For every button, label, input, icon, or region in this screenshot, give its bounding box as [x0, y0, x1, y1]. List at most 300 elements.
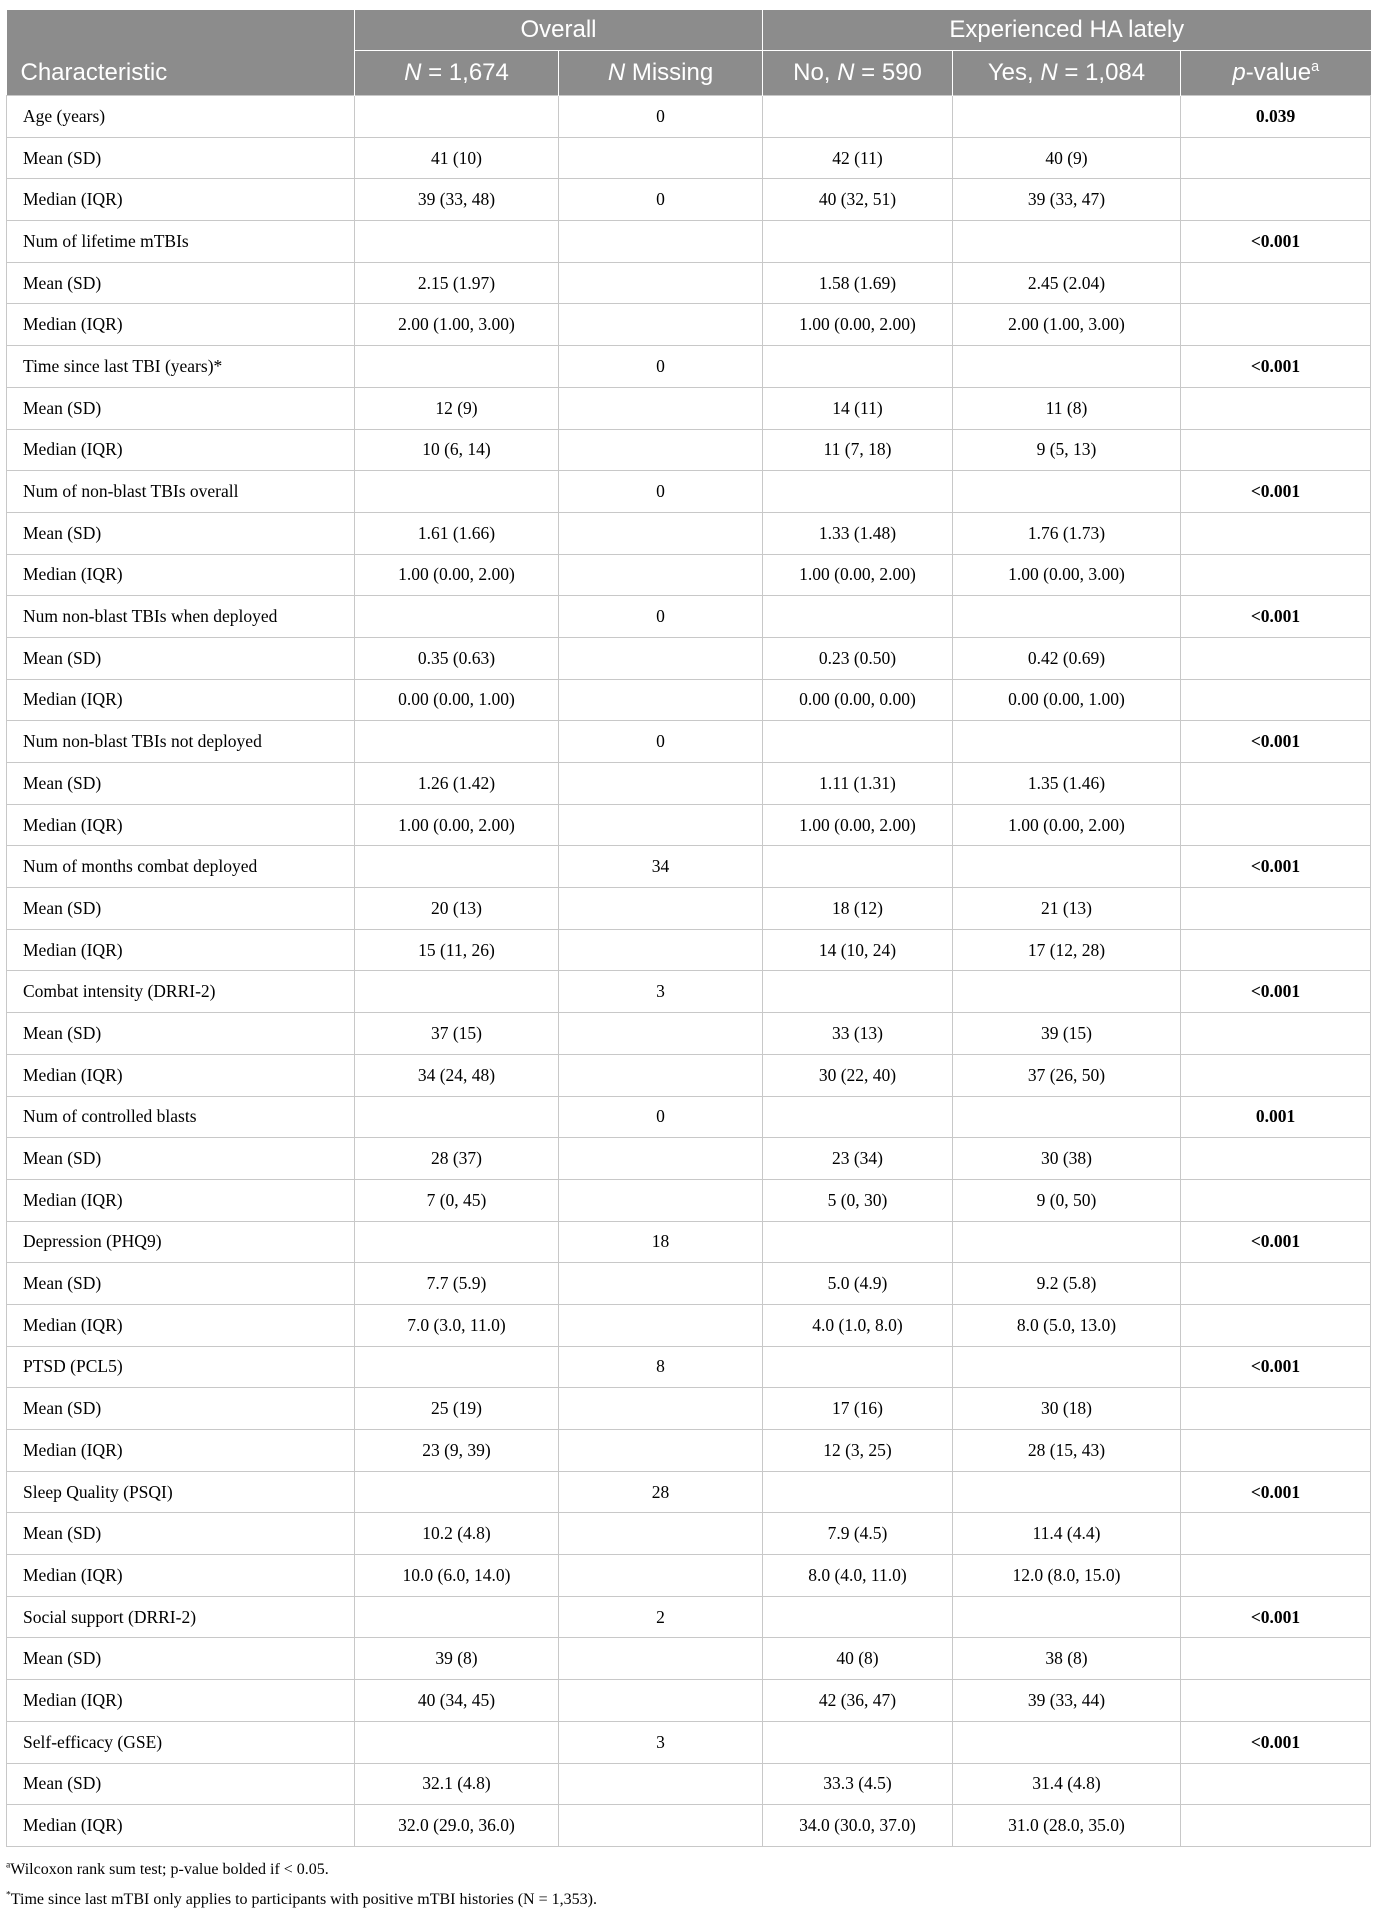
- row-label: Mean (SD): [7, 1638, 355, 1680]
- cell-p-value: <0.001: [1181, 1221, 1371, 1263]
- cell-yes: 9 (0, 50): [953, 1179, 1181, 1221]
- row-label: Sleep Quality (PSQI): [7, 1471, 355, 1513]
- row-label: Mean (SD): [7, 262, 355, 304]
- cell-yes: [953, 221, 1181, 263]
- cell-overall: 39 (8): [355, 1638, 559, 1680]
- cell-p-value: [1181, 554, 1371, 596]
- table-row: [7, 596, 1371, 638]
- cell-n-missing: 18: [559, 1221, 763, 1263]
- cell-yes: 39 (15): [953, 1013, 1181, 1055]
- cell-overall: 32.0 (29.0, 36.0): [355, 1805, 559, 1847]
- cell-overall: [355, 846, 559, 888]
- cell-overall: [355, 596, 559, 638]
- cell-p-value: <0.001: [1181, 846, 1371, 888]
- cell-yes: 2.00 (1.00, 3.00): [953, 304, 1181, 346]
- cell-yes: [953, 1346, 1181, 1388]
- cell-n-missing: 0: [559, 1096, 763, 1138]
- cell-no: 40 (32, 51): [763, 179, 953, 221]
- table-row: [7, 221, 1371, 263]
- cell-no: [763, 346, 953, 388]
- table-row: [7, 1179, 1371, 1221]
- row-label: Self-efficacy (GSE): [7, 1721, 355, 1763]
- table-row: [7, 1388, 1371, 1430]
- header-yes: Yes, N = 1,084: [953, 51, 1181, 96]
- row-label: Mean (SD): [7, 1013, 355, 1055]
- cell-yes: 1.76 (1.73): [953, 512, 1181, 554]
- cell-yes: 40 (9): [953, 137, 1181, 179]
- cell-overall: 7 (0, 45): [355, 1179, 559, 1221]
- cell-yes: 11.4 (4.4): [953, 1513, 1181, 1555]
- table-row: [7, 1596, 1371, 1638]
- cell-overall: 7.0 (3.0, 11.0): [355, 1304, 559, 1346]
- row-label: Num of non-blast TBIs overall: [7, 471, 355, 513]
- table-row: [7, 304, 1371, 346]
- cell-n-missing: [559, 429, 763, 471]
- cell-overall: [355, 721, 559, 763]
- cell-overall: 10.2 (4.8): [355, 1513, 559, 1555]
- cell-p-value: [1181, 763, 1371, 805]
- row-label: Median (IQR): [7, 1179, 355, 1221]
- table-row: [7, 1471, 1371, 1513]
- cell-overall: 1.00 (0.00, 2.00): [355, 554, 559, 596]
- cell-yes: 38 (8): [953, 1638, 1181, 1680]
- cell-p-value: [1181, 1138, 1371, 1180]
- row-label: Median (IQR): [7, 1430, 355, 1472]
- cell-no: [763, 221, 953, 263]
- cell-p-value: [1181, 1763, 1371, 1805]
- cell-yes: [953, 96, 1181, 138]
- cell-no: 42 (11): [763, 137, 953, 179]
- row-label: Mean (SD): [7, 1763, 355, 1805]
- row-label: Num of controlled blasts: [7, 1096, 355, 1138]
- table-container: [6, 10, 1370, 1915]
- cell-no: 4.0 (1.0, 8.0): [763, 1304, 953, 1346]
- cell-overall: 7.7 (5.9): [355, 1263, 559, 1305]
- table-row: [7, 1138, 1371, 1180]
- cell-overall: 23 (9, 39): [355, 1430, 559, 1472]
- cell-yes: [953, 1596, 1181, 1638]
- cell-p-value: [1181, 804, 1371, 846]
- cell-no: [763, 96, 953, 138]
- cell-p-value: <0.001: [1181, 1471, 1371, 1513]
- header-characteristic: Characteristic: [7, 51, 355, 96]
- table-row: [7, 179, 1371, 221]
- table-row: [7, 1555, 1371, 1597]
- cell-yes: [953, 846, 1181, 888]
- cell-no: [763, 471, 953, 513]
- cell-p-value: 0.001: [1181, 1096, 1371, 1138]
- cell-n-missing: [559, 888, 763, 930]
- row-label: Mean (SD): [7, 888, 355, 930]
- row-label: Median (IQR): [7, 1680, 355, 1722]
- table-row: [7, 387, 1371, 429]
- cell-no: 0.00 (0.00, 0.00): [763, 679, 953, 721]
- cell-p-value: <0.001: [1181, 346, 1371, 388]
- table-row: [7, 679, 1371, 721]
- cell-p-value: [1181, 929, 1371, 971]
- cell-no: 5.0 (4.9): [763, 1263, 953, 1305]
- row-label: Median (IQR): [7, 179, 355, 221]
- cell-yes: 0.00 (0.00, 1.00): [953, 679, 1181, 721]
- row-label: Mean (SD): [7, 137, 355, 179]
- table-body: [7, 96, 1371, 1847]
- cell-yes: 39 (33, 44): [953, 1680, 1181, 1722]
- cell-no: 8.0 (4.0, 11.0): [763, 1555, 953, 1597]
- cell-overall: [355, 1221, 559, 1263]
- cell-p-value: [1181, 679, 1371, 721]
- row-label: Mean (SD): [7, 1263, 355, 1305]
- cell-n-missing: [559, 1638, 763, 1680]
- cell-no: 1.00 (0.00, 2.00): [763, 554, 953, 596]
- cell-yes: [953, 1096, 1181, 1138]
- cell-n-missing: 0: [559, 179, 763, 221]
- cell-yes: 31.0 (28.0, 35.0): [953, 1805, 1181, 1847]
- table-row: [7, 721, 1371, 763]
- cell-no: 17 (16): [763, 1388, 953, 1430]
- row-label: Median (IQR): [7, 679, 355, 721]
- table-row: [7, 637, 1371, 679]
- cell-p-value: [1181, 1805, 1371, 1847]
- cell-p-value: [1181, 888, 1371, 930]
- cell-no: 33 (13): [763, 1013, 953, 1055]
- cell-overall: [355, 1596, 559, 1638]
- cell-p-value: [1181, 1013, 1371, 1055]
- footnote-a: $^a$Wilcoxon rank sum test; p-value bolded if < 0.05.: [6, 1859, 329, 1878]
- row-label: Mean (SD): [7, 763, 355, 805]
- cell-n-missing: [559, 1805, 763, 1847]
- cell-p-value: <0.001: [1181, 1346, 1371, 1388]
- table-row: [7, 1346, 1371, 1388]
- row-label: Age (years): [7, 96, 355, 138]
- characteristics-table: [6, 10, 1371, 1847]
- cell-overall: 20 (13): [355, 888, 559, 930]
- cell-no: [763, 721, 953, 763]
- table-row: [7, 1263, 1371, 1305]
- cell-p-value: [1181, 512, 1371, 554]
- cell-n-missing: [559, 679, 763, 721]
- row-label: Mean (SD): [7, 387, 355, 429]
- table-row: [7, 846, 1371, 888]
- cell-p-value: [1181, 179, 1371, 221]
- cell-yes: [953, 471, 1181, 513]
- cell-yes: [953, 1221, 1181, 1263]
- cell-p-value: [1181, 1304, 1371, 1346]
- cell-overall: 34 (24, 48): [355, 1054, 559, 1096]
- cell-p-value: <0.001: [1181, 971, 1371, 1013]
- row-label: Median (IQR): [7, 1805, 355, 1847]
- cell-no: [763, 1221, 953, 1263]
- table-row: [7, 1721, 1371, 1763]
- table-row: [7, 1054, 1371, 1096]
- table-row: [7, 1221, 1371, 1263]
- cell-yes: [953, 346, 1181, 388]
- cell-yes: 1.35 (1.46): [953, 763, 1181, 805]
- cell-n-missing: 3: [559, 971, 763, 1013]
- row-label: Mean (SD): [7, 637, 355, 679]
- cell-no: 1.00 (0.00, 2.00): [763, 804, 953, 846]
- cell-n-missing: 8: [559, 1346, 763, 1388]
- cell-overall: [355, 1471, 559, 1513]
- header-group-experienced: Experienced HA lately: [763, 10, 1371, 51]
- table-row: [7, 137, 1371, 179]
- cell-no: 42 (36, 47): [763, 1680, 953, 1722]
- cell-yes: 9 (5, 13): [953, 429, 1181, 471]
- cell-no: [763, 1471, 953, 1513]
- cell-overall: [355, 96, 559, 138]
- footnotes: [6, 1855, 1370, 1915]
- row-label: Median (IQR): [7, 1555, 355, 1597]
- table-row: [7, 1805, 1371, 1847]
- cell-n-missing: [559, 1763, 763, 1805]
- cell-no: 30 (22, 40): [763, 1054, 953, 1096]
- cell-n-missing: [559, 1138, 763, 1180]
- cell-yes: 12.0 (8.0, 15.0): [953, 1555, 1181, 1597]
- cell-p-value: <0.001: [1181, 471, 1371, 513]
- cell-no: [763, 1596, 953, 1638]
- cell-yes: 37 (26, 50): [953, 1054, 1181, 1096]
- row-label: Mean (SD): [7, 1513, 355, 1555]
- cell-no: [763, 596, 953, 638]
- cell-p-value: [1181, 262, 1371, 304]
- cell-p-value: [1181, 1513, 1371, 1555]
- cell-n-missing: [559, 1179, 763, 1221]
- cell-yes: 17 (12, 28): [953, 929, 1181, 971]
- cell-overall: 10 (6, 14): [355, 429, 559, 471]
- cell-no: [763, 846, 953, 888]
- row-label: Social support (DRRI-2): [7, 1596, 355, 1638]
- table-row: [7, 1304, 1371, 1346]
- cell-p-value: [1181, 429, 1371, 471]
- table-row: [7, 929, 1371, 971]
- cell-yes: [953, 1721, 1181, 1763]
- cell-n-missing: [559, 554, 763, 596]
- row-label: Num non-blast TBIs when deployed: [7, 596, 355, 638]
- table-row: [7, 1013, 1371, 1055]
- cell-overall: 28 (37): [355, 1138, 559, 1180]
- cell-yes: 11 (8): [953, 387, 1181, 429]
- table-row: [7, 96, 1371, 138]
- cell-p-value: [1181, 1555, 1371, 1597]
- cell-no: 18 (12): [763, 888, 953, 930]
- cell-no: 1.11 (1.31): [763, 763, 953, 805]
- cell-yes: 8.0 (5.0, 13.0): [953, 1304, 1181, 1346]
- cell-n-missing: [559, 637, 763, 679]
- row-label: Time since last TBI (years)*: [7, 346, 355, 388]
- cell-yes: 0.42 (0.69): [953, 637, 1181, 679]
- cell-n-missing: [559, 763, 763, 805]
- cell-n-missing: [559, 1680, 763, 1722]
- cell-yes: [953, 971, 1181, 1013]
- cell-overall: [355, 1721, 559, 1763]
- cell-no: 34.0 (30.0, 37.0): [763, 1805, 953, 1847]
- row-label: Mean (SD): [7, 1388, 355, 1430]
- cell-n-missing: 0: [559, 596, 763, 638]
- row-label: Combat intensity (DRRI-2): [7, 971, 355, 1013]
- row-label: Median (IQR): [7, 1304, 355, 1346]
- table-row: [7, 429, 1371, 471]
- cell-n-missing: [559, 1304, 763, 1346]
- cell-n-missing: 0: [559, 96, 763, 138]
- cell-n-missing: [559, 1388, 763, 1430]
- header-p-value: p-value$^a$: [1181, 51, 1371, 96]
- row-label: Num of lifetime mTBIs: [7, 221, 355, 263]
- cell-overall: 10.0 (6.0, 14.0): [355, 1555, 559, 1597]
- cell-n-missing: [559, 221, 763, 263]
- cell-overall: 2.00 (1.00, 3.00): [355, 304, 559, 346]
- cell-n-missing: [559, 1555, 763, 1597]
- cell-overall: [355, 221, 559, 263]
- cell-overall: 2.15 (1.97): [355, 262, 559, 304]
- cell-n-missing: [559, 262, 763, 304]
- table-row: [7, 1096, 1371, 1138]
- row-label: Median (IQR): [7, 429, 355, 471]
- cell-overall: 40 (34, 45): [355, 1680, 559, 1722]
- row-label: Num of months combat deployed: [7, 846, 355, 888]
- cell-p-value: [1181, 1680, 1371, 1722]
- cell-p-value: [1181, 304, 1371, 346]
- cell-yes: 1.00 (0.00, 3.00): [953, 554, 1181, 596]
- cell-no: 12 (3, 25): [763, 1430, 953, 1472]
- cell-yes: 28 (15, 43): [953, 1430, 1181, 1472]
- cell-p-value: 0.039: [1181, 96, 1371, 138]
- row-label: Median (IQR): [7, 304, 355, 346]
- cell-no: [763, 971, 953, 1013]
- cell-p-value: [1181, 137, 1371, 179]
- cell-overall: 15 (11, 26): [355, 929, 559, 971]
- cell-yes: 2.45 (2.04): [953, 262, 1181, 304]
- header-no: No, N = 590: [763, 51, 953, 96]
- table-row: [7, 262, 1371, 304]
- cell-yes: 30 (38): [953, 1138, 1181, 1180]
- table-row: [7, 1513, 1371, 1555]
- cell-no: 14 (10, 24): [763, 929, 953, 971]
- cell-n-missing: 34: [559, 846, 763, 888]
- cell-n-missing: [559, 512, 763, 554]
- cell-no: [763, 1721, 953, 1763]
- cell-n-missing: 0: [559, 471, 763, 513]
- cell-n-missing: 0: [559, 346, 763, 388]
- cell-overall: 0.35 (0.63): [355, 637, 559, 679]
- cell-n-missing: 3: [559, 1721, 763, 1763]
- cell-overall: 32.1 (4.8): [355, 1763, 559, 1805]
- table-row: [7, 1638, 1371, 1680]
- cell-no: 1.00 (0.00, 2.00): [763, 304, 953, 346]
- cell-yes: [953, 1471, 1181, 1513]
- cell-overall: 0.00 (0.00, 1.00): [355, 679, 559, 721]
- row-label: Median (IQR): [7, 554, 355, 596]
- cell-no: [763, 1346, 953, 1388]
- cell-n-missing: 2: [559, 1596, 763, 1638]
- cell-overall: 12 (9): [355, 387, 559, 429]
- cell-n-missing: [559, 1430, 763, 1472]
- cell-n-missing: [559, 1513, 763, 1555]
- cell-no: 14 (11): [763, 387, 953, 429]
- cell-p-value: [1181, 1430, 1371, 1472]
- cell-yes: 9.2 (5.8): [953, 1263, 1181, 1305]
- cell-p-value: [1181, 1638, 1371, 1680]
- cell-no: 23 (34): [763, 1138, 953, 1180]
- table-row: [7, 1430, 1371, 1472]
- cell-overall: 25 (19): [355, 1388, 559, 1430]
- header-group-overall: Overall: [355, 10, 763, 51]
- cell-overall: 1.26 (1.42): [355, 763, 559, 805]
- header-overall-n: N = 1,674: [355, 51, 559, 96]
- cell-overall: [355, 471, 559, 513]
- table-row: [7, 763, 1371, 805]
- row-label: Mean (SD): [7, 1138, 355, 1180]
- row-label: Depression (PHQ9): [7, 1221, 355, 1263]
- table-row: [7, 888, 1371, 930]
- header-n-missing: N Missing: [559, 51, 763, 96]
- cell-p-value: [1181, 1263, 1371, 1305]
- cell-no: 40 (8): [763, 1638, 953, 1680]
- cell-yes: 1.00 (0.00, 2.00): [953, 804, 1181, 846]
- table-header: [7, 10, 1371, 96]
- cell-n-missing: [559, 387, 763, 429]
- cell-overall: 37 (15): [355, 1013, 559, 1055]
- cell-n-missing: 0: [559, 721, 763, 763]
- cell-no: 11 (7, 18): [763, 429, 953, 471]
- cell-overall: 41 (10): [355, 137, 559, 179]
- cell-no: 7.9 (4.5): [763, 1513, 953, 1555]
- cell-yes: [953, 721, 1181, 763]
- table-row: [7, 1763, 1371, 1805]
- cell-p-value: [1181, 637, 1371, 679]
- cell-no: 1.58 (1.69): [763, 262, 953, 304]
- cell-p-value: <0.001: [1181, 596, 1371, 638]
- row-label: Num non-blast TBIs not deployed: [7, 721, 355, 763]
- row-label: Median (IQR): [7, 804, 355, 846]
- table-row: [7, 346, 1371, 388]
- table-row: [7, 1680, 1371, 1722]
- cell-p-value: <0.001: [1181, 221, 1371, 263]
- cell-n-missing: [559, 1013, 763, 1055]
- cell-overall: 1.61 (1.66): [355, 512, 559, 554]
- cell-n-missing: [559, 929, 763, 971]
- cell-n-missing: [559, 137, 763, 179]
- cell-p-value: <0.001: [1181, 721, 1371, 763]
- row-label: Median (IQR): [7, 929, 355, 971]
- cell-overall: [355, 1346, 559, 1388]
- cell-p-value: [1181, 387, 1371, 429]
- cell-overall: [355, 1096, 559, 1138]
- cell-p-value: [1181, 1179, 1371, 1221]
- cell-no: 5 (0, 30): [763, 1179, 953, 1221]
- cell-overall: [355, 971, 559, 1013]
- cell-no: 0.23 (0.50): [763, 637, 953, 679]
- row-label: Mean (SD): [7, 512, 355, 554]
- table-row: [7, 804, 1371, 846]
- cell-n-missing: [559, 304, 763, 346]
- cell-yes: 39 (33, 47): [953, 179, 1181, 221]
- row-label: PTSD (PCL5): [7, 1346, 355, 1388]
- cell-n-missing: [559, 804, 763, 846]
- cell-p-value: <0.001: [1181, 1596, 1371, 1638]
- cell-overall: 39 (33, 48): [355, 179, 559, 221]
- table-row: [7, 471, 1371, 513]
- cell-overall: [355, 346, 559, 388]
- cell-p-value: <0.001: [1181, 1721, 1371, 1763]
- cell-no: 33.3 (4.5): [763, 1763, 953, 1805]
- cell-p-value: [1181, 1054, 1371, 1096]
- table-row: [7, 971, 1371, 1013]
- cell-yes: 31.4 (4.8): [953, 1763, 1181, 1805]
- table-row: [7, 512, 1371, 554]
- cell-no: [763, 1096, 953, 1138]
- cell-yes: 21 (13): [953, 888, 1181, 930]
- cell-yes: [953, 596, 1181, 638]
- cell-n-missing: 28: [559, 1471, 763, 1513]
